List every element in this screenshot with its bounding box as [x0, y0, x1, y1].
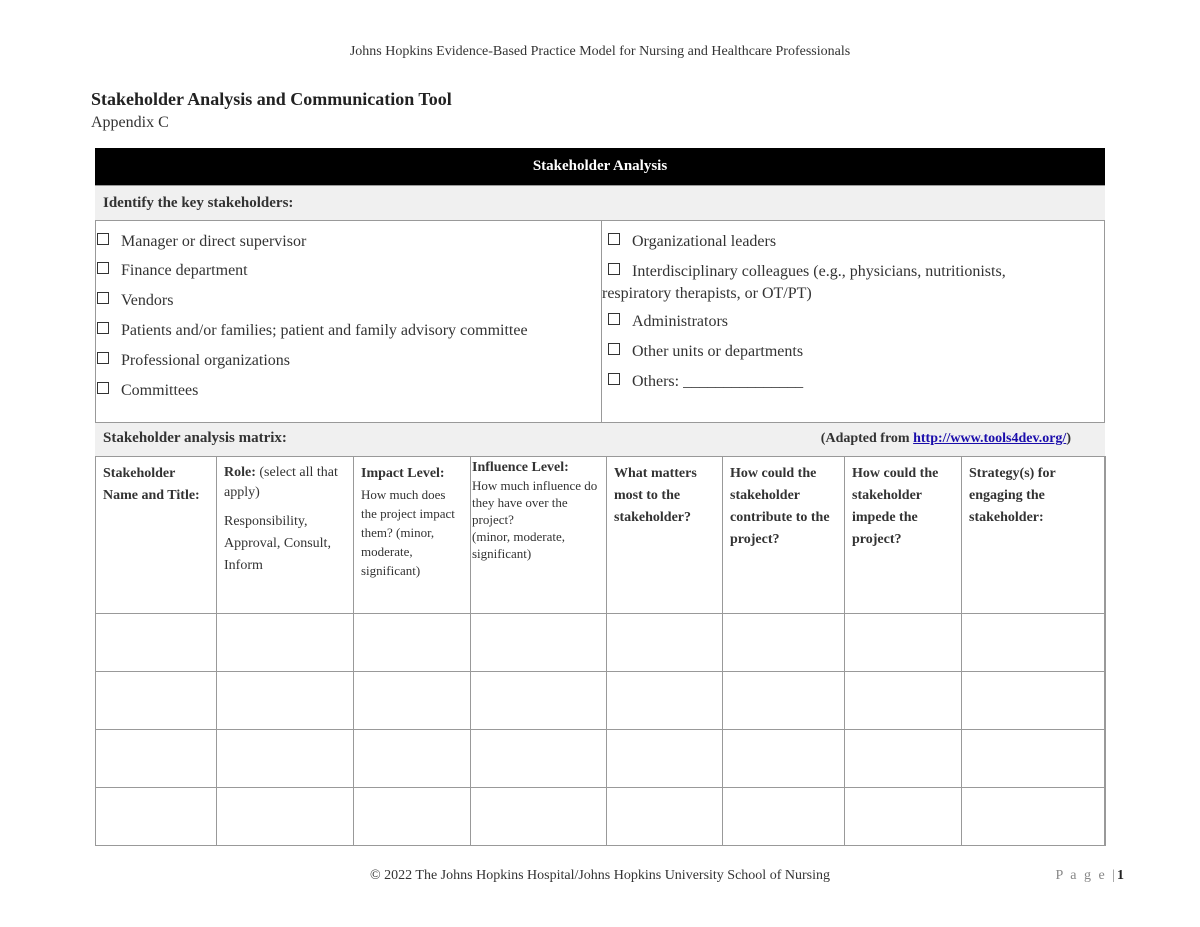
col-influence-level: Influence Level: How much influence do they have over the project? (minor, moderate, significant) — [471, 457, 607, 614]
document-title: Stakeholder Analysis and Communication Tool — [91, 89, 452, 109]
col-strategy: Strategy(s) for engaging the stakeholder: — [962, 457, 1106, 614]
table-cell[interactable] — [471, 672, 607, 730]
table-cell[interactable] — [217, 788, 354, 846]
stakeholder-matrix-table — [95, 456, 1106, 846]
copyright-footer: © 2022 The Johns Hopkins Hospital/Johns Hopkins University School of Nursing — [370, 868, 830, 883]
table-cell[interactable] — [354, 614, 471, 672]
checkbox-icon[interactable] — [608, 233, 620, 245]
table-cell[interactable] — [96, 788, 217, 846]
table-cell[interactable] — [723, 672, 845, 730]
section-title-bar: Stakeholder Analysis — [95, 148, 1105, 185]
checkbox-item[interactable]: Committees — [97, 382, 198, 400]
checkbox-icon[interactable] — [97, 352, 109, 364]
checkbox-icon[interactable] — [97, 382, 109, 394]
tools4dev-link[interactable]: http://www.tools4dev.org/ — [913, 431, 1067, 446]
table-cell[interactable] — [471, 730, 607, 788]
source-attribution: (Adapted from http://www.tools4dev.org/) — [820, 431, 1071, 446]
col-impede: How could the stakeholder impede the project? — [845, 457, 962, 614]
table-cell[interactable] — [845, 788, 962, 846]
table-cell[interactable] — [723, 730, 845, 788]
table-cell[interactable] — [607, 730, 723, 788]
table-cell[interactable] — [96, 672, 217, 730]
table-row — [96, 788, 1106, 846]
table-cell[interactable] — [962, 788, 1106, 846]
table-cell[interactable] — [723, 788, 845, 846]
checkbox-icon[interactable] — [97, 322, 109, 334]
table-cell[interactable] — [845, 614, 962, 672]
table-cell[interactable] — [607, 788, 723, 846]
table-cell[interactable] — [845, 672, 962, 730]
checkbox-item[interactable]: Manager or direct supervisor — [97, 233, 306, 251]
table-cell[interactable] — [217, 672, 354, 730]
col-contribute: How could the stakeholder contribute to the project? — [723, 457, 845, 614]
checkbox-icon[interactable] — [608, 343, 620, 355]
checkbox-item[interactable]: Interdisciplinary colleagues (e.g., physicians, nutritionists, respiratory therapists, or OT/PT) — [602, 263, 1006, 302]
table-cell[interactable] — [962, 614, 1106, 672]
checkbox-item[interactable]: Other units or departments — [608, 343, 803, 361]
col-what-matters: What matters most to the stakeholder? — [607, 457, 723, 614]
table-cell[interactable] — [217, 730, 354, 788]
checkbox-icon[interactable] — [608, 373, 620, 385]
checklist-left-column — [95, 221, 601, 422]
table-cell[interactable] — [723, 614, 845, 672]
checklist-right-column — [601, 221, 1105, 422]
table-cell[interactable] — [845, 730, 962, 788]
checkbox-icon[interactable] — [97, 262, 109, 274]
checkbox-icon[interactable] — [97, 292, 109, 304]
table-row — [96, 672, 1106, 730]
table-row — [96, 730, 1106, 788]
page-number: P a g e |1 — [1055, 868, 1124, 883]
checkbox-icon[interactable] — [608, 313, 620, 325]
table-cell[interactable] — [962, 730, 1106, 788]
col-role: Role: (select all that apply) Responsibility, Approval, Consult, Inform — [217, 457, 354, 614]
checkbox-item[interactable]: Organizational leaders — [608, 233, 776, 251]
checkbox-item[interactable]: Patients and/or families; patient and family advisory committee — [97, 322, 528, 340]
table-cell[interactable] — [96, 730, 217, 788]
matrix-heading — [95, 422, 1105, 457]
table-cell[interactable] — [962, 672, 1106, 730]
col-stakeholder-name: Stakeholder Name and Title: — [96, 457, 217, 614]
table-cell[interactable] — [217, 614, 354, 672]
table-cell[interactable] — [471, 614, 607, 672]
checkbox-item[interactable]: Vendors — [97, 292, 173, 310]
table-row — [96, 614, 1106, 672]
checkbox-icon[interactable] — [608, 263, 620, 275]
running-header: Johns Hopkins Evidence-Based Practice Model for Nursing and Healthcare Professionals — [349, 44, 851, 59]
checkbox-icon[interactable] — [97, 233, 109, 245]
table-cell[interactable] — [607, 614, 723, 672]
table-cell[interactable] — [354, 730, 471, 788]
identify-stakeholders-heading: Identify the key stakeholders: — [95, 185, 1105, 221]
col-impact-level: Impact Level: How much does the project impact them? (minor, moderate, significant) — [354, 457, 471, 614]
table-cell[interactable] — [96, 614, 217, 672]
checkbox-item[interactable]: Others: _______________ — [608, 373, 803, 391]
stakeholder-checklist — [95, 221, 1105, 422]
table-cell[interactable] — [607, 672, 723, 730]
appendix-label: Appendix C — [91, 114, 169, 131]
checkbox-item[interactable]: Finance department — [97, 262, 248, 280]
checkbox-item[interactable]: Professional organizations — [97, 352, 290, 370]
checkbox-item[interactable]: Administrators — [608, 313, 728, 331]
matrix-header-row — [96, 457, 1106, 614]
table-cell[interactable] — [354, 672, 471, 730]
table-cell[interactable] — [354, 788, 471, 846]
table-cell[interactable] — [471, 788, 607, 846]
matrix-label: Stakeholder analysis matrix: — [103, 430, 287, 446]
